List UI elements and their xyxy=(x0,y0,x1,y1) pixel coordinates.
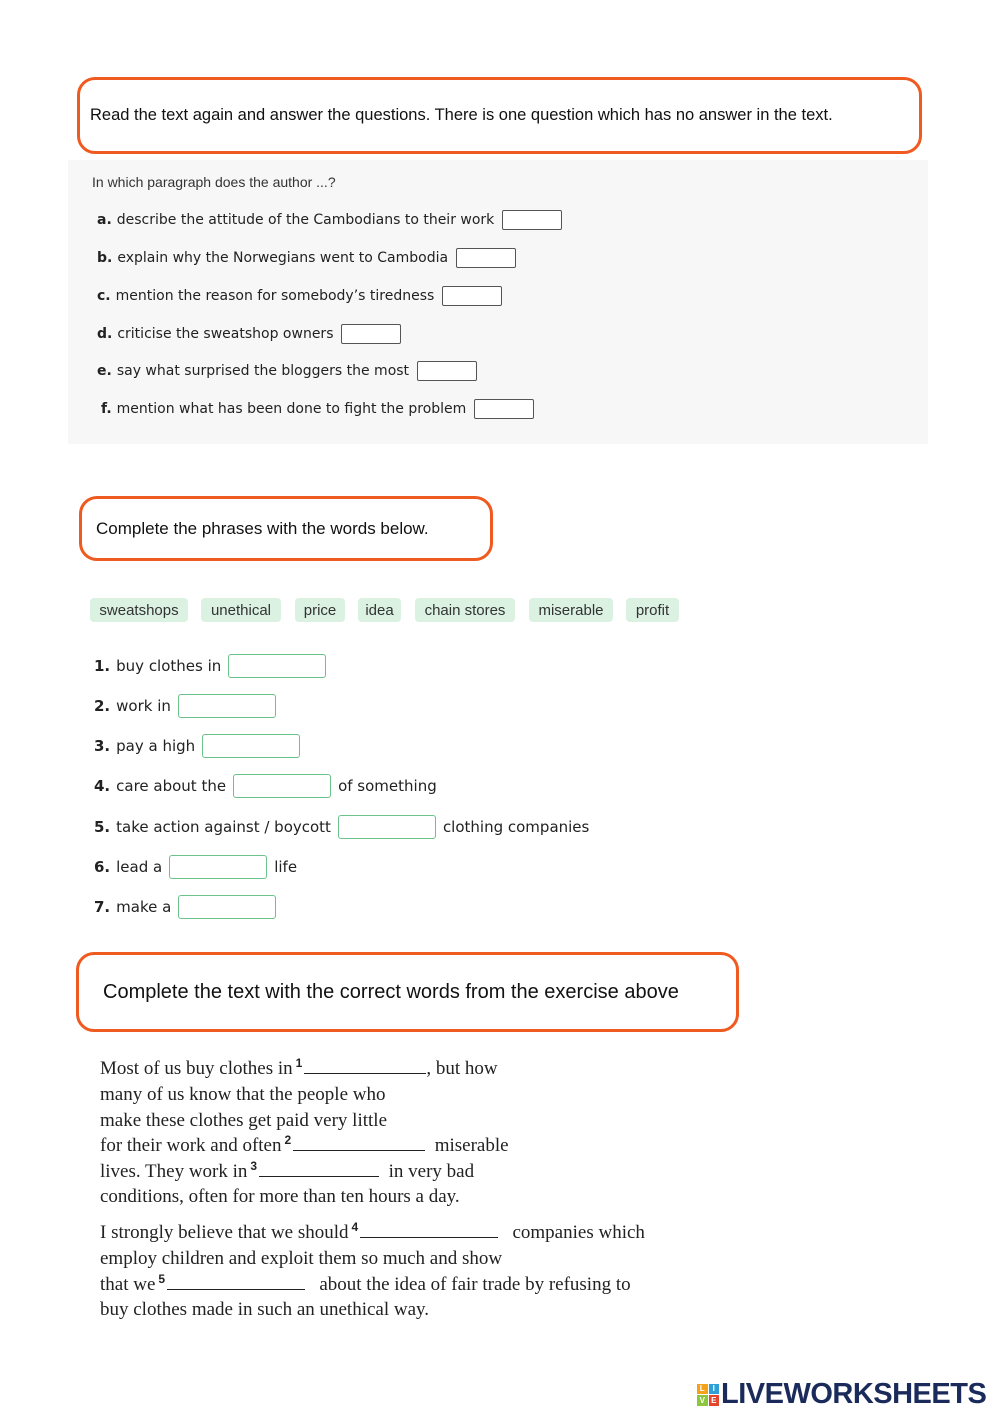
word-chip[interactable]: unethical xyxy=(201,598,281,622)
text-fragment: miserable xyxy=(434,1135,509,1156)
phrase-row xyxy=(94,693,283,719)
instruction-1: Read the text again and answer the questions. There is one question which has no answer in the text. xyxy=(90,106,833,124)
liveworksheets-logo xyxy=(697,1378,986,1411)
phrase-row xyxy=(94,653,333,679)
answer-box[interactable] xyxy=(442,286,502,306)
text-gap[interactable] xyxy=(293,1135,425,1151)
word-chip[interactable]: price xyxy=(295,598,345,622)
word-chip[interactable]: chain stores xyxy=(415,598,515,622)
text-gap[interactable] xyxy=(167,1274,305,1290)
text-line xyxy=(100,1135,509,1157)
question-row xyxy=(97,285,502,307)
text-gap[interactable] xyxy=(304,1058,426,1074)
questions-prompt: In which paragraph does the author ...? xyxy=(92,174,336,190)
answer-box[interactable] xyxy=(341,324,401,344)
instruction-frame-2 xyxy=(79,496,493,561)
answer-box[interactable] xyxy=(502,210,562,230)
question-row xyxy=(97,247,516,269)
question-text: explain why the Norwegians went to Cambodia xyxy=(117,250,449,266)
answer-box[interactable] xyxy=(474,399,534,419)
question-letter: e. xyxy=(97,363,112,379)
question-letter: b. xyxy=(97,250,113,266)
phrase-before: buy clothes in xyxy=(116,657,222,675)
answer-box[interactable] xyxy=(417,361,477,381)
text-line: conditions, often for more than ten hours a day. xyxy=(100,1186,460,1207)
instruction-frame-1 xyxy=(77,77,922,154)
logo-mark-letter: E xyxy=(709,1395,720,1406)
text-fragment: Most of us buy clothes in xyxy=(100,1058,293,1079)
text-fragment: I strongly believe that we should xyxy=(100,1222,349,1243)
instruction-frame-3 xyxy=(76,952,739,1032)
word-chip[interactable]: profit xyxy=(626,598,679,622)
phrase-before: pay a high xyxy=(116,737,196,755)
answer-box[interactable] xyxy=(456,248,516,268)
logo-mark-letter: L xyxy=(697,1384,708,1395)
logo-mark-letter: V xyxy=(697,1395,708,1406)
instruction-2: Complete the phrases with the words below. xyxy=(96,518,429,538)
phrase-row xyxy=(94,773,437,799)
logo-mark-letter: I xyxy=(709,1384,720,1395)
question-text: describe the attitude of the Cambodians to their work xyxy=(116,212,495,228)
gap-number: 4 xyxy=(351,1220,359,1234)
phrase-before: work in xyxy=(116,697,171,715)
gap-number: 1 xyxy=(295,1056,303,1070)
question-row xyxy=(97,323,401,345)
text-line: buy clothes made in such an unethical way. xyxy=(100,1299,430,1320)
question-letter: a. xyxy=(97,212,112,228)
question-letter: c. xyxy=(97,288,111,304)
question-text: mention the reason for somebody’s tiredness xyxy=(115,288,435,304)
text-fragment: that we xyxy=(100,1274,156,1295)
phrase-before: lead a xyxy=(116,858,163,876)
phrase-input[interactable] xyxy=(169,855,267,879)
phrase-after: clothing companies xyxy=(442,818,590,836)
gap-number: 3 xyxy=(250,1159,258,1173)
phrase-input[interactable] xyxy=(338,815,436,839)
logo-text: LIVEWORKSHEETS xyxy=(721,1378,987,1410)
text-fragment: , but how xyxy=(426,1058,498,1079)
phrase-before: care about the xyxy=(116,777,227,795)
phrase-after: life xyxy=(274,858,298,876)
question-text: mention what has been done to fight the problem xyxy=(116,401,467,417)
text-gap[interactable] xyxy=(259,1161,379,1177)
text-fragment: lives. They work in xyxy=(100,1161,248,1182)
phrase-input[interactable] xyxy=(178,694,276,718)
word-chip[interactable]: sweatshops xyxy=(90,598,188,622)
phrase-after: of something xyxy=(338,777,437,795)
question-text: criticise the sweatshop owners xyxy=(117,326,334,342)
phrase-row xyxy=(94,814,589,840)
question-letter: d. xyxy=(97,326,113,342)
phrase-number: 3. xyxy=(94,737,111,755)
phrase-input[interactable] xyxy=(233,774,331,798)
phrase-input[interactable] xyxy=(178,895,276,919)
phrase-number: 7. xyxy=(94,898,111,916)
text-fragment: about the idea of fair trade by refusing to xyxy=(319,1274,631,1295)
gap-number: 2 xyxy=(284,1133,292,1147)
word-chip[interactable]: miserable xyxy=(529,598,613,622)
phrase-before: take action against / boycott xyxy=(116,818,331,836)
phrase-input[interactable] xyxy=(202,734,300,758)
phrase-before: make a xyxy=(116,898,172,916)
text-line xyxy=(100,1058,498,1080)
text-line xyxy=(100,1274,631,1296)
text-line xyxy=(100,1222,645,1244)
phrase-row xyxy=(94,894,283,920)
phrase-number: 5. xyxy=(94,818,111,836)
question-row xyxy=(101,398,534,420)
question-text: say what surprised the bloggers the most xyxy=(116,363,410,379)
phrase-number: 4. xyxy=(94,777,111,795)
question-letter: f. xyxy=(101,401,112,417)
text-line: employ children and exploit them so much and show xyxy=(100,1248,503,1269)
phrase-input[interactable] xyxy=(228,654,326,678)
text-line xyxy=(100,1161,474,1183)
logo-mark-icon xyxy=(697,1384,719,1406)
gap-number: 5 xyxy=(158,1272,166,1286)
phrase-row xyxy=(94,854,297,880)
text-line: make these clothes get paid very little xyxy=(100,1110,388,1131)
text-line: many of us know that the people who xyxy=(100,1084,386,1105)
phrase-number: 1. xyxy=(94,657,111,675)
instruction-3: Complete the text with the correct words from the exercise above xyxy=(103,980,679,1003)
question-row xyxy=(97,209,562,231)
question-row xyxy=(97,360,477,382)
text-fragment: in very bad xyxy=(388,1161,475,1182)
text-gap[interactable] xyxy=(360,1222,498,1238)
phrase-number: 2. xyxy=(94,697,111,715)
phrase-number: 6. xyxy=(94,858,111,876)
word-chip[interactable]: idea xyxy=(358,598,401,622)
text-fragment: for their work and often xyxy=(100,1135,282,1156)
phrase-row xyxy=(94,733,307,759)
text-fragment: companies which xyxy=(512,1222,645,1243)
